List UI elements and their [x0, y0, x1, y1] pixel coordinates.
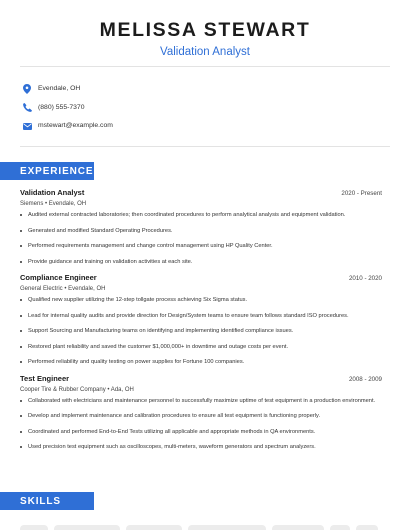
location-text: Evendale, OH	[38, 85, 81, 93]
skills-heading: SKILLS	[0, 492, 94, 510]
skill-chip	[356, 525, 378, 530]
phone-text[interactable]: (880) 555-7370	[38, 103, 85, 111]
job-bullet: Lead for internal quality audits and provide direction for Design/System teams to ensure team follows standard ISO procedures.	[20, 312, 382, 320]
job-bullet: Provide guidance and training on validation activities at each site.	[20, 258, 382, 266]
envelope-icon	[20, 119, 34, 133]
skill-chip	[272, 525, 324, 530]
skills-chip-row	[20, 525, 378, 530]
job-title: Validation Analyst	[20, 188, 85, 197]
job-bullet: Used precision test equipment such as oscilloscopes, multi-meters, waveform generators and spectrum analyzers.	[20, 443, 382, 451]
job-company: Cooper Tire & Rubber Company • Ada, OH	[20, 386, 134, 393]
job-bullet: Support Sourcing and Manufacturing teams on identifying and implementing identified compliance issues.	[20, 327, 382, 335]
skill-chip	[188, 525, 266, 530]
contact-phone	[20, 99, 113, 118]
skill-chip	[126, 525, 182, 530]
candidate-title: Validation Analyst	[160, 46, 250, 58]
location-pin-icon	[20, 82, 34, 96]
contact-email	[20, 117, 113, 136]
header-divider	[20, 66, 390, 67]
job-dates: 2020 - Present	[341, 190, 382, 197]
candidate-name: MELISSA STEWART	[99, 19, 311, 41]
job-bullet: Coordinated and performed End-to-End Tests utilizing all applicable and appropriate methods in QA environments.	[20, 428, 382, 436]
job-bullet: Qualified new supplier utilizing the 12-step tollgate process achieving Six Sigma status.	[20, 296, 382, 304]
job-title: Compliance Engineer	[20, 273, 97, 282]
job-company: Siemens • Evendale, OH	[20, 201, 87, 207]
job-bullet: Collaborated with electricians and maintenance personnel to successfully maximize uptime of test equipment in a production environment.	[20, 397, 382, 405]
job-bullet: Audited external contracted laboratories; then coordinated procedures to perform analytical analysis and equipment validation.	[20, 211, 382, 219]
skill-chip	[20, 525, 48, 530]
contact-location	[20, 80, 113, 99]
job-bullet: Develop and implement maintenance and calibration procedures to ensure all test equipment is functioning properly.	[20, 412, 382, 420]
skill-chip	[54, 525, 120, 530]
resume-header	[0, 0, 410, 59]
job-company: General Electric • Evendale, OH	[20, 286, 106, 292]
job-bullet: Performed reliability and quality testing on power supplies for Fortune 100 companies.	[20, 358, 382, 366]
job-entry	[20, 273, 382, 366]
job-dates: 2008 - 2009	[348, 375, 382, 383]
job-bullet: Restored plant reliability and saved the customer $1,000,000+ in downtime and outage costs per event.	[20, 343, 382, 351]
phone-icon	[20, 101, 34, 115]
job-bullet: Generated and modified Standard Operating Procedures.	[20, 227, 382, 235]
job-entry	[20, 188, 382, 266]
job-dates: 2010 - 2020	[348, 275, 382, 282]
contact-divider	[20, 146, 390, 147]
experience-list	[20, 188, 382, 459]
email-text[interactable]: mstewart@example.com	[38, 122, 113, 130]
job-title: Test Engineer	[20, 373, 70, 383]
job-entry	[20, 374, 382, 452]
skill-chip	[330, 525, 350, 530]
contact-list	[20, 80, 113, 136]
experience-heading: EXPERIENCE	[0, 162, 94, 180]
job-bullet: Performed requirements management and change control management using HP Quality Center.	[20, 242, 382, 250]
